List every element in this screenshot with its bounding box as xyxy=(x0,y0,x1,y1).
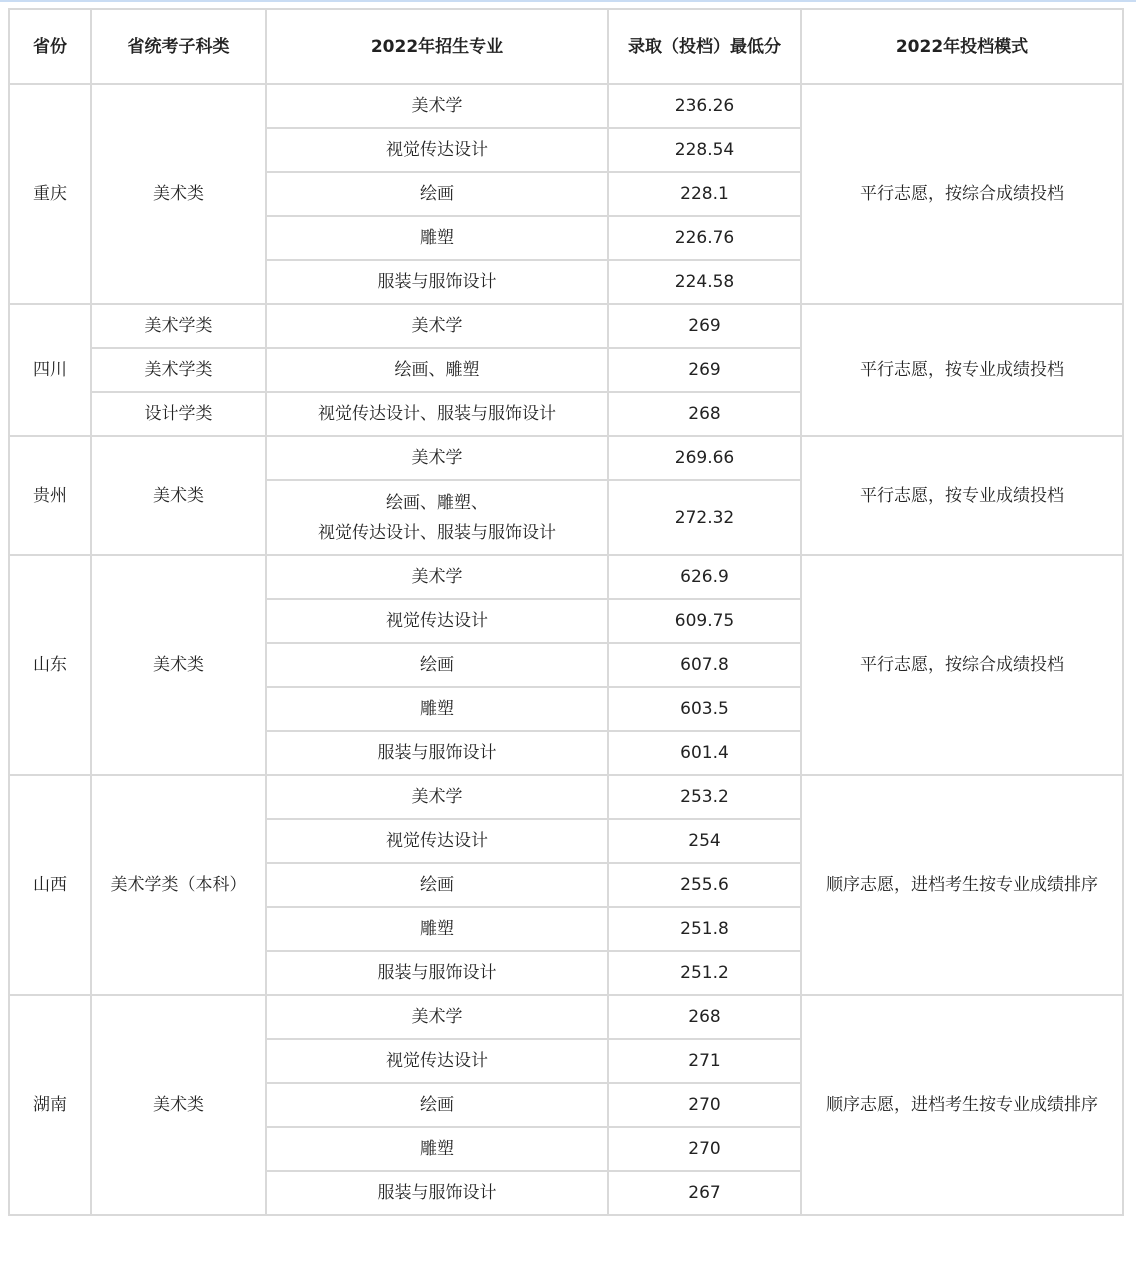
min-score-cell: 601.4 xyxy=(608,731,801,775)
header-category: 省统考子科类 xyxy=(91,9,266,84)
min-score-cell: 603.5 xyxy=(608,687,801,731)
admission-mode-cell: 平行志愿，按综合成绩投档 xyxy=(801,555,1123,775)
table-row xyxy=(9,995,1123,1039)
major-cell: 雕塑 xyxy=(266,1127,608,1171)
min-score-cell: 269.66 xyxy=(608,436,801,480)
min-score-cell: 268 xyxy=(608,392,801,436)
category-cell: 美术类 xyxy=(91,555,266,775)
min-score-cell: 272.32 xyxy=(608,480,801,555)
min-score-cell: 255.6 xyxy=(608,863,801,907)
major-cell: 绘画、雕塑、 视觉传达设计、服装与服饰设计 xyxy=(266,480,608,555)
province-cell: 湖南 xyxy=(9,995,91,1215)
major-cell: 雕塑 xyxy=(266,907,608,951)
min-score-cell: 228.1 xyxy=(608,172,801,216)
major-cell: 绘画 xyxy=(266,172,608,216)
min-score-cell: 268 xyxy=(608,995,801,1039)
major-cell: 绘画 xyxy=(266,863,608,907)
major-cell: 美术学 xyxy=(266,995,608,1039)
major-cell: 视觉传达设计 xyxy=(266,819,608,863)
admission-mode-cell: 平行志愿，按专业成绩投档 xyxy=(801,436,1123,555)
category-cell: 美术类 xyxy=(91,995,266,1215)
major-cell: 绘画、雕塑 xyxy=(266,348,608,392)
province-cell: 重庆 xyxy=(9,84,91,304)
major-cell: 服装与服饰设计 xyxy=(266,260,608,304)
table-row xyxy=(9,555,1123,599)
min-score-cell: 270 xyxy=(608,1127,801,1171)
table-row xyxy=(9,775,1123,819)
min-score-cell: 251.8 xyxy=(608,907,801,951)
min-score-cell: 269 xyxy=(608,304,801,348)
major-cell: 美术学 xyxy=(266,84,608,128)
major-cell: 美术学 xyxy=(266,304,608,348)
min-score-cell: 271 xyxy=(608,1039,801,1083)
province-cell: 山东 xyxy=(9,555,91,775)
min-score-cell: 607.8 xyxy=(608,643,801,687)
admission-mode-cell: 顺序志愿，进档考生按专业成绩排序 xyxy=(801,995,1123,1215)
category-cell: 设计学类 xyxy=(91,392,266,436)
min-score-cell: 251.2 xyxy=(608,951,801,995)
admission-scores-table xyxy=(8,8,1124,1216)
category-cell: 美术学类 xyxy=(91,348,266,392)
major-cell: 服装与服饰设计 xyxy=(266,731,608,775)
major-cell: 绘画 xyxy=(266,1083,608,1127)
min-score-cell: 626.9 xyxy=(608,555,801,599)
min-score-cell: 269 xyxy=(608,348,801,392)
major-cell: 视觉传达设计 xyxy=(266,128,608,172)
major-cell: 视觉传达设计、服装与服饰设计 xyxy=(266,392,608,436)
province-cell: 山西 xyxy=(9,775,91,995)
min-score-cell: 253.2 xyxy=(608,775,801,819)
header-row xyxy=(9,9,1123,84)
min-score-cell: 224.58 xyxy=(608,260,801,304)
min-score-cell: 254 xyxy=(608,819,801,863)
category-cell: 美术类 xyxy=(91,84,266,304)
admission-mode-cell: 顺序志愿，进档考生按专业成绩排序 xyxy=(801,775,1123,995)
major-cell: 绘画 xyxy=(266,643,608,687)
province-cell: 四川 xyxy=(9,304,91,436)
admission-mode-cell: 平行志愿，按综合成绩投档 xyxy=(801,84,1123,304)
table-row xyxy=(9,84,1123,128)
major-cell: 美术学 xyxy=(266,775,608,819)
admission-mode-cell: 平行志愿，按专业成绩投档 xyxy=(801,304,1123,436)
min-score-cell: 236.26 xyxy=(608,84,801,128)
major-cell: 美术学 xyxy=(266,436,608,480)
table-row xyxy=(9,304,1123,348)
top-border-line xyxy=(0,0,1136,2)
province-cell: 贵州 xyxy=(9,436,91,555)
major-cell: 视觉传达设计 xyxy=(266,1039,608,1083)
min-score-cell: 228.54 xyxy=(608,128,801,172)
table-row xyxy=(9,436,1123,480)
major-cell: 服装与服饰设计 xyxy=(266,951,608,995)
header-major: 2022年招生专业 xyxy=(266,9,608,84)
min-score-cell: 270 xyxy=(608,1083,801,1127)
category-cell: 美术类 xyxy=(91,436,266,555)
major-cell: 视觉传达设计 xyxy=(266,599,608,643)
major-cell: 美术学 xyxy=(266,555,608,599)
major-cell: 雕塑 xyxy=(266,216,608,260)
major-cell: 雕塑 xyxy=(266,687,608,731)
table-body xyxy=(9,84,1123,1215)
min-score-cell: 226.76 xyxy=(608,216,801,260)
header-min-score: 录取（投档）最低分 xyxy=(608,9,801,84)
min-score-cell: 267 xyxy=(608,1171,801,1215)
category-cell: 美术学类 xyxy=(91,304,266,348)
header-admission-mode: 2022年投档模式 xyxy=(801,9,1123,84)
major-cell: 服装与服饰设计 xyxy=(266,1171,608,1215)
min-score-cell: 609.75 xyxy=(608,599,801,643)
category-cell: 美术学类（本科） xyxy=(91,775,266,995)
header-province: 省份 xyxy=(9,9,91,84)
